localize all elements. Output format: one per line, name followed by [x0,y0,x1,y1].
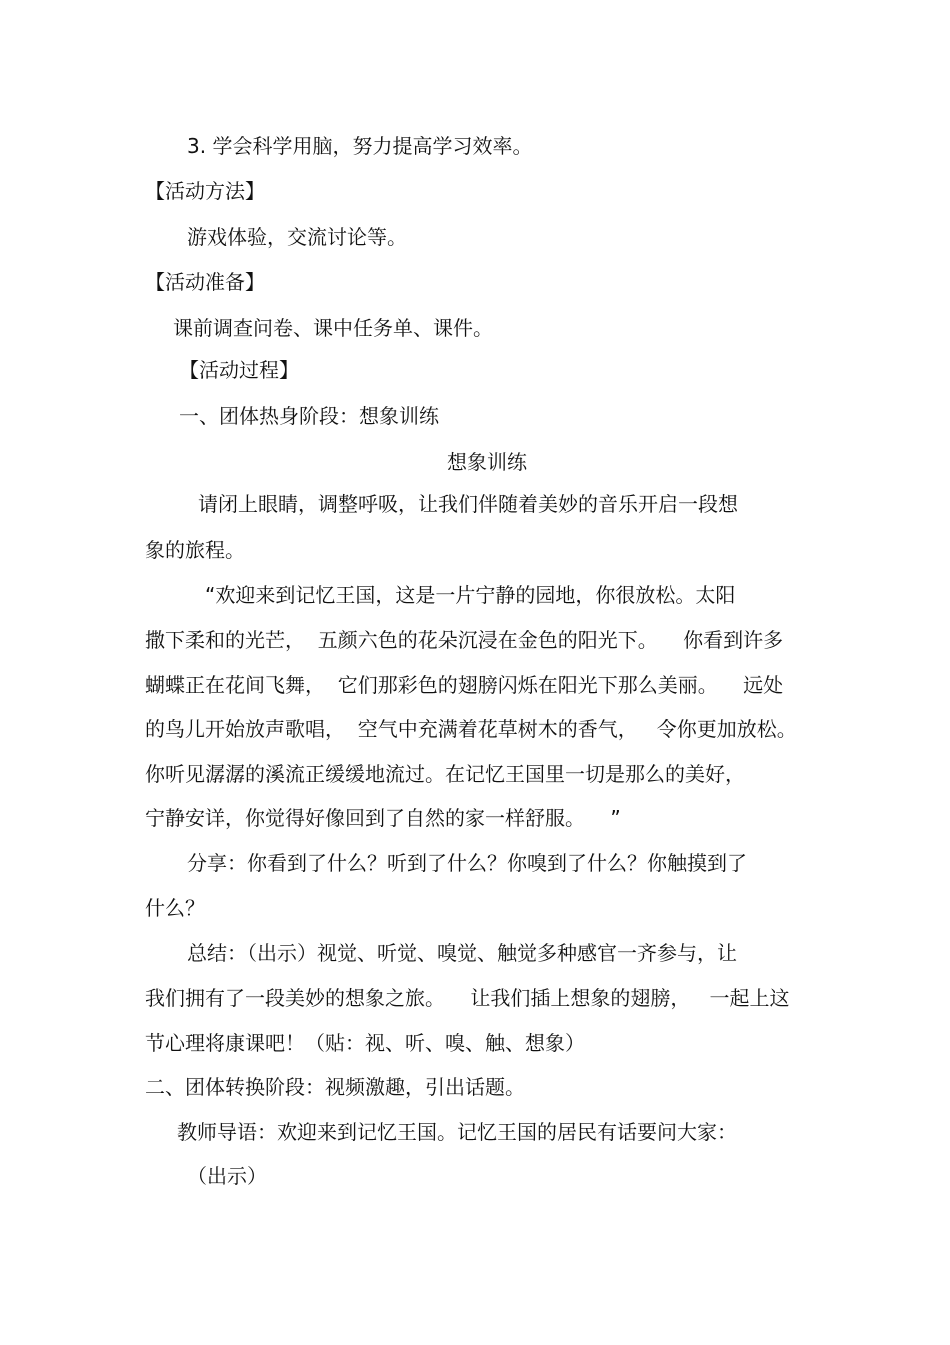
paragraph-line: “欢迎来到记忆王国，这是一片宁静的园地，你很放松。太阳 [205,583,736,607]
paragraph-line: 象的旅程。 [145,538,245,562]
paragraph-line: 分享：你看到了什么？听到了什么？你嗅到了什么？你触摸到了 [187,851,747,875]
paragraph-line: 教师导语：欢迎来到记忆王国。记忆王国的居民有话要问大家： [177,1120,737,1144]
preparation-text: 课前调查问卷、课中任务单、课件。 [173,316,493,340]
goal-item-3: 3. 学会科学用脑，努力提高学习效率。 [187,134,533,158]
paragraph-line: 节心理将康课吧！（贴：视、听、嗅、触、想象） [145,1031,585,1055]
paragraph-line: 我们拥有了一段美妙的想象之旅。 让我们插上想象的翅膀， 一起上这 [145,986,790,1010]
paragraph-line: 蝴蝶正在花间飞舞， 它们那彩色的翅膀闪烁在阳光下那么美丽。 远处 [145,673,784,697]
stage-two-heading: 二、团体转换阶段：视频激趣，引出话题。 [145,1075,525,1099]
paragraph-line: 撒下柔和的光芒， 五颜六色的花朵沉浸在金色的阳光下。 你看到许多 [145,628,784,652]
subheading-imagination-training: 想象训练 [447,450,527,474]
stage-one-heading: 一、团体热身阶段：想象训练 [179,404,439,428]
section-heading-process: 【活动过程】 [179,358,299,382]
section-heading-preparation: 【活动准备】 [145,270,265,294]
paragraph-line: 什么？ [145,896,205,920]
paragraph-line: （出示） [187,1164,267,1188]
section-heading-method: 【活动方法】 [145,179,265,203]
method-text: 游戏体验，交流讨论等。 [187,225,407,249]
paragraph-line: 宁静安详，你觉得好像回到了自然的家一样舒服。 ” [145,806,621,830]
paragraph-line: 总结：（出示）视觉、听觉、嗅觉、触觉多种感官一齐参与，让 [187,941,737,965]
paragraph-line: 你听见潺潺的溪流正缓缓地流过。在记忆王国里一切是那么的美好， [145,762,745,786]
paragraph-line: 的鸟儿开始放声歌唱， 空气中充满着花草树木的香气， 令你更加放松。 [145,717,797,741]
paragraph-line: 请闭上眼睛，调整呼吸，让我们伴随着美妙的音乐开启一段想 [198,492,738,516]
